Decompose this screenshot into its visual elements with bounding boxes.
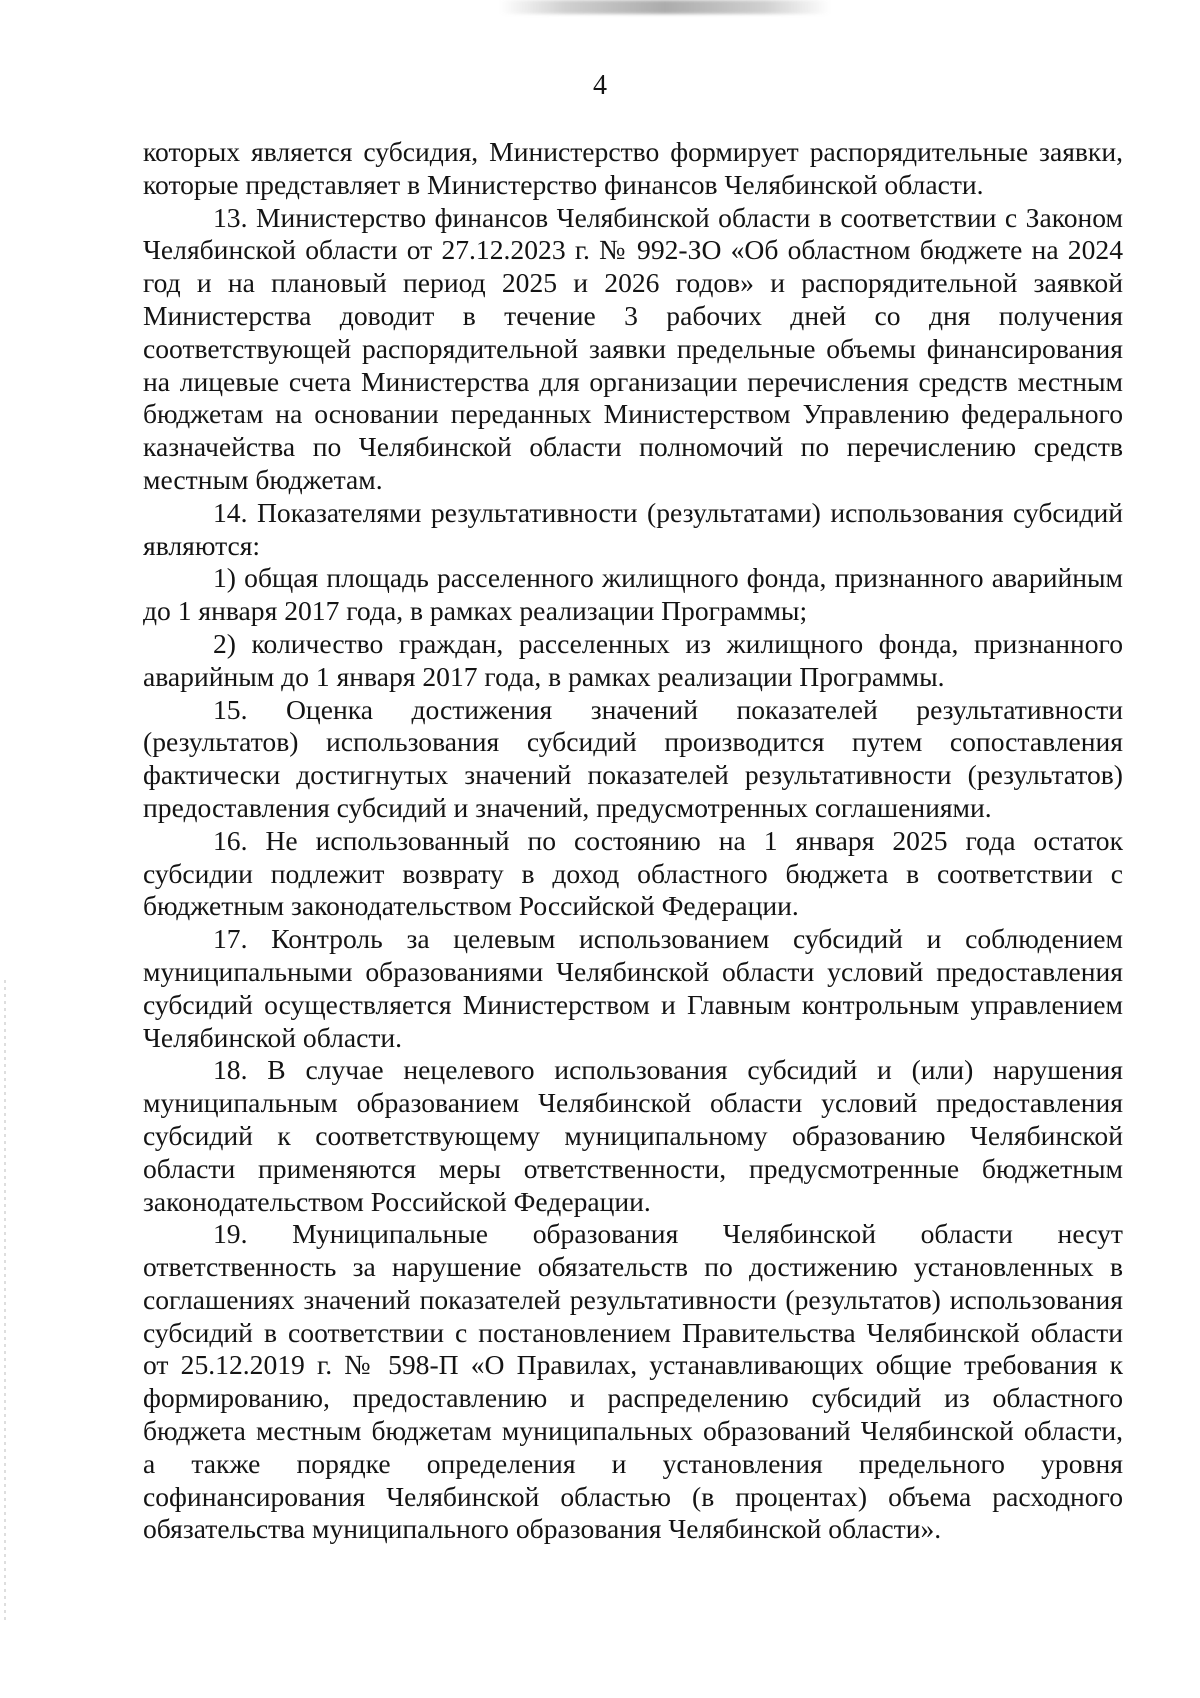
paragraph-13: 13. Министерство финансов Челябинской области в соответствии с Законом Челябинской области от 27.12.2023 г. № 992-ЗО «Об областном бюджете на 2024 год и на плановый период 2025 и 2026 годов» и распорядительной заявкой Министерства доводит в течение 3 рабочих дней со дня получения соответствующей распорядительной заявки предельные объемы финансирования на лицевые счета Министерства для организации перечисления средств местным бюджетам на основании переданных Министерством Управлению федерального казначейства по Челябинской области полномочий по перечислению средств местным бюджетам. [143,201,1123,495]
page-number: 4 [593,70,607,101]
paragraph-15: 15. Оценка достижения значений показателей результативности (результатов) использования субсидий производится путем сопоставления фактически достигнутых значений показателей результативности (результатов) предоставления субсидий и значений, предусмотренных соглашениями. [143,693,1123,823]
paragraph-14-item-1: 1) общая площадь расселенного жилищного фонда, признанного аварийным до 1 января 2017 года, в рамках реализации Программы; [143,562,1123,627]
paragraph-19: 19. Муниципальные образования Челябинской области несут ответственность за нарушение обязательств по достижению установленных в соглашениях значений показателей результативности (результатов) использования субсидий в соответствии с постановлением Правительства Челябинской области от 25.12.2019 г. № 598-П «О Правилах, устанавливающих общие требования к формированию, предоставлению и распределению субсидий из областного бюджета местным бюджетам муниципальных образований Челябинской области, а также порядке определения и установления предельного уровня софинансирования Челябинской областью (в процентах) объема расходного обязательства муниципального образования Челябинской области». [143,1218,1123,1545]
scan-artifact-edge [4,980,6,1620]
paragraph-continuation: которых является субсидия, Министерство формирует распорядительные заявки, которые представляет в Министерство финансов Челябинской области. [143,136,1123,200]
paragraph-14: 14. Показателями результативности (результатами) использования субсидий являются: [143,496,1123,561]
scan-artifact-top [500,0,830,14]
paragraph-16: 16. Не использованный по состоянию на 1 января 2025 года остаток субсидии подлежит возврату в доход областного бюджета в соответствии с бюджетным законодательством Российской Федерации. [143,824,1123,922]
paragraph-17: 17. Контроль за целевым использованием субсидий и соблюдением муниципальными образованиями Челябинской области условий предоставления субсидий осуществляется Министерством и Главным контрольным управлением Челябинской области. [143,923,1123,1053]
paragraph-18: 18. В случае нецелевого использования субсидий и (или) нарушения муниципальным образованием Челябинской области условий предоставления субсидий к соответствующему муниципальному образованию Челябинской области применяются меры ответственности, предусмотренные бюджетным законодательством Российской Федерации. [143,1054,1123,1217]
document-body [143,136,1123,1546]
paragraph-14-item-2: 2) количество граждан, расселенных из жилищного фонда, признанного аварийным до 1 января 2017 года, в рамках реализации Программы. [143,627,1123,692]
